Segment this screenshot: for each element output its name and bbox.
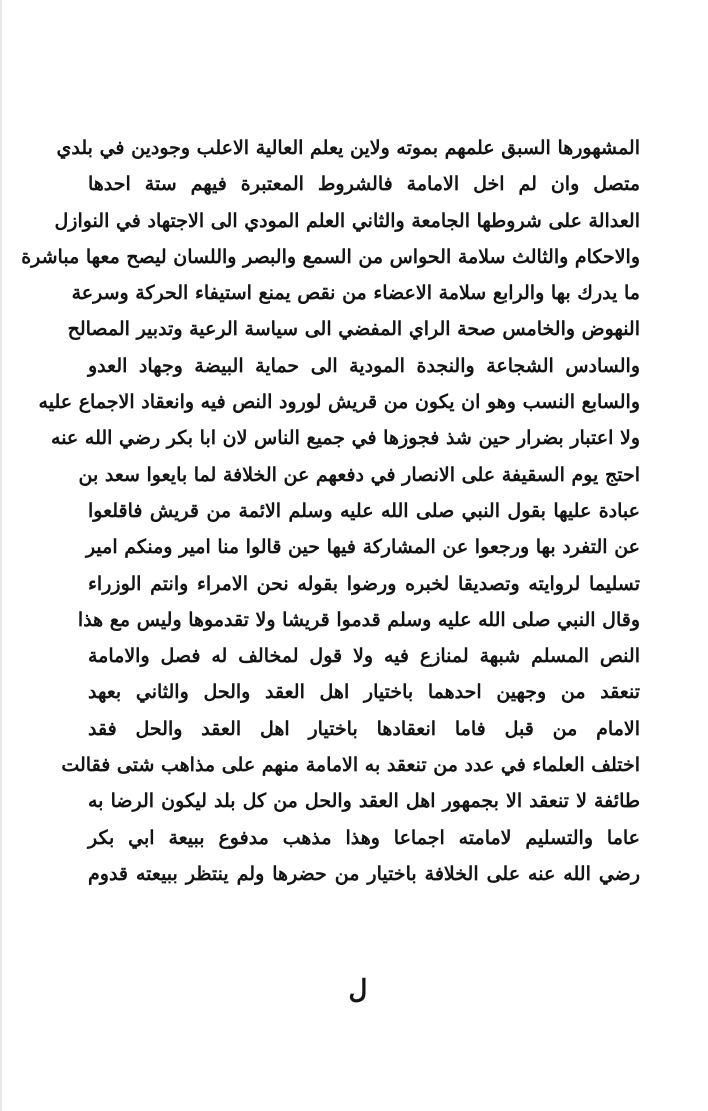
text-line: وقال النبي صلى الله عليه وسلم قدموا قريشا ولا تقدموها وليس مع هذا — [77, 608, 640, 631]
text-line: والاحكام والثالث سلامة الحواس من السمع والبصر واللسان ليصح معها مباشرة — [21, 245, 640, 268]
text-line: عن التفرد بها ورجعوا عن المشاركة فيها حين قالوا منا امير ومنكم امير — [85, 536, 640, 559]
text-line: العدالة على شروطها الجامعة والثاني العلم المودي الى الاجتهاد في النوازل — [54, 209, 640, 232]
text-line: ولا اعتبار بضرار حين شذ فجوزها في جميع الناس لان ابا بكر رضي الله عنه — [51, 427, 640, 450]
text-line: اختلف العلماء في عدد من تنعقد به الامامة منهم على مذاهب شتى فقالت — [61, 754, 640, 777]
text-line: عبادة عليها بقول النبي صلى الله عليه وسلم الائمة من قريش فاقلعوا — [88, 499, 640, 522]
text-line: ما يدرك بها والرابع سلامة الاعضاء من نقص يمنع استيفاء الحركة وسرعة — [71, 282, 640, 305]
text-line: تنعقد من وجهين احدهما باختيار اهل العقد والحل والثاني بعهد — [88, 681, 640, 704]
text-line: تسليما لروايته وتصديقا لخبره ورضوا بقوله نحن الامراء وانتم الوزراء — [88, 572, 640, 595]
text-line: النص المسلم شبهة لمنازع فيه ولا قول لمخالف له فصل والامامة — [88, 645, 640, 668]
manuscript-text-block — [21, 130, 640, 885]
text-line: احتج يوم السقيفة على الانصار في دفعهم عن الخلافة لما بايعوا سعد بن — [78, 463, 640, 486]
text-line: متصل وان لم اخل الامامة فالشروط المعتبرة فيهم ستة احدها — [88, 173, 640, 196]
folio-marker: ل — [348, 975, 368, 1005]
page-edge-shadow — [0, 0, 2, 1111]
text-line: الامام من قبل فاما انعقادها باختيار اهل العقد والحل فقد — [88, 717, 640, 740]
text-line: المشهورها السبق علمهم بموته ولاين يعلم العالية الاعلب وجودين في بلدي — [56, 137, 640, 159]
text-line: النهوض والخامس صحة الراي المفضي الى سياسة الرعية وتدبير المصالح — [67, 318, 640, 341]
text-line: عاما والتسليم لامامته اجماعا وهذا مذهب مدفوع ببيعة ابي بكر — [88, 826, 640, 849]
text-line: والسابع النسب وهو ان يكون من قريش لورود النص فيه وانعقاد الاجماع عليه — [38, 391, 640, 414]
text-line: والسادس الشجاعة والنجدة المودية الى حماية البيضة وجهاد العدو — [88, 354, 640, 377]
text-line: طائفة لا تنعقد الا بجمهور اهل العقد والحل من كل بلد ليكون الرضا به — [88, 790, 640, 813]
text-line: رضي الله عنه على الخلافة باختيار من حضرها ولم ينتظر ببيعته قدوم — [88, 862, 640, 885]
